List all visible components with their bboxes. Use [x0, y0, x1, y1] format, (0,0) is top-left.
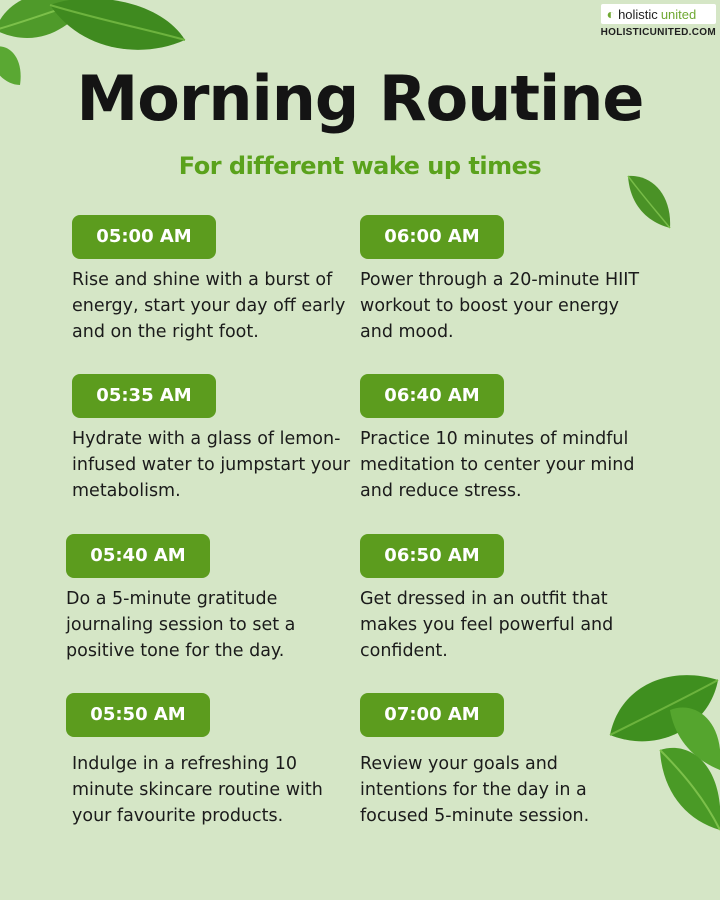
routine-card [72, 215, 362, 345]
routine-card [360, 215, 650, 345]
routine-card [360, 534, 650, 664]
routine-description: Indulge in a refreshing 10 minute skincare routine with your favourite products. [72, 754, 323, 826]
routine-card [360, 693, 650, 829]
routine-description: Get dressed in an outfit that makes you feel powerful and confident. [360, 589, 614, 661]
time-badge: 06:00 AM [360, 215, 504, 259]
routine-description: Practice 10 minutes of mindful meditation to center your mind and reduce stress. [360, 429, 635, 501]
page-subtitle: For different wake up times [178, 152, 542, 180]
routine-description: Do a 5-minute gratitude journaling session to set a positive tone for the day. [66, 589, 296, 661]
routine-description: Review your goals and intentions for the day in a focused 5-minute session. [360, 754, 590, 826]
routine-card [66, 693, 356, 829]
time-badge: 06:40 AM [360, 374, 504, 418]
routine-description: Hydrate with a glass of lemon-infused water to jumpstart your metabolism. [72, 429, 351, 501]
routine-description: Rise and shine with a burst of energy, start your day off early and on the right foot. [72, 270, 346, 342]
time-badge: 05:00 AM [72, 215, 216, 259]
logo-text-holistic: holistic [618, 6, 658, 22]
routine-card [360, 374, 650, 504]
brand-logo-box [601, 4, 716, 24]
routine-card [66, 534, 356, 664]
time-badge: 05:40 AM [66, 534, 210, 578]
brand-url: HOLISTICUNITED.COM [600, 27, 716, 38]
time-badge: 05:35 AM [72, 374, 216, 418]
routine-description: Power through a 20-minute HIIT workout to boost your energy and mood. [360, 270, 640, 342]
time-badge: 07:00 AM [360, 693, 504, 737]
logo-text-united: united [660, 6, 697, 22]
brand-logo [601, 4, 716, 38]
logo-mark-icon: ◐ [606, 6, 616, 22]
routine-card [72, 374, 362, 504]
time-badge: 06:50 AM [360, 534, 504, 578]
page-title: Morning Routine [76, 62, 644, 135]
time-badge: 05:50 AM [66, 693, 210, 737]
